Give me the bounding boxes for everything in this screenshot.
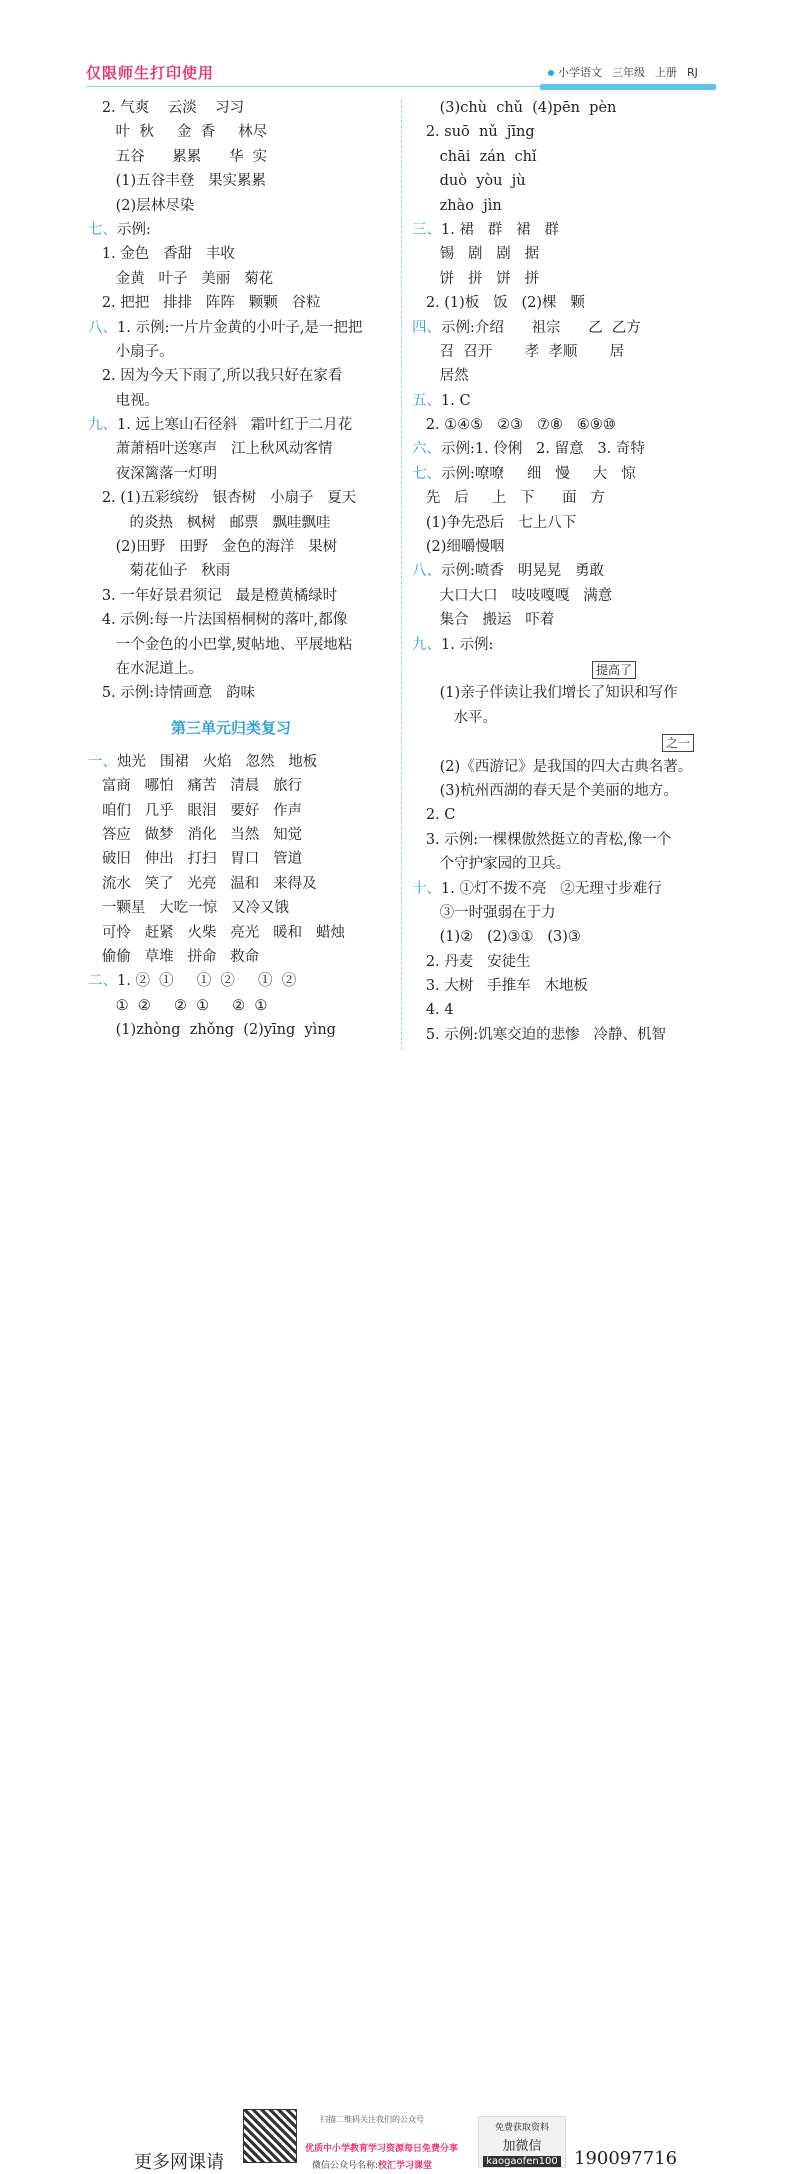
header-grade: 三年级 [612, 66, 645, 79]
footer-more-courses: 更多网课请 [134, 2152, 224, 2173]
left-line: 一颗星 大吃一惊 又冷又饿 [88, 900, 289, 917]
header-print-notice: 仅限师生打印使用 [86, 64, 215, 82]
header-edition: RJ [687, 66, 698, 79]
left-line: 答应 做梦 消化 当然 知觉 [88, 826, 303, 843]
right-line: zhào jìn [412, 197, 502, 214]
footer-box-id: kaogaofen100 [483, 2156, 561, 2167]
footer-box-mid: 加微信 [502, 2139, 542, 2154]
section-number: 二、 [88, 973, 117, 990]
right-line: 召 召开 孝 孝顺 居 [412, 343, 625, 360]
left-line: 萧萧梧叶送寒声 江上秋风动客情 [88, 441, 333, 458]
right-line: 饼 拼 饼 拼 [412, 270, 540, 287]
footer [0, 1052, 800, 2173]
correction-mark-row [412, 657, 722, 681]
left-line: 夜深篱落一灯明 [88, 465, 218, 482]
right-line: 3. 大树 手推车 木地板 [412, 978, 588, 995]
right-line: 居然 [412, 368, 469, 385]
right-line: 2. ①④⑤ ②③ ⑦⑧ ⑥⑨⑩ [412, 417, 616, 434]
left-line: 2. 因为今天下雨了,所以我只好在家看 [88, 368, 343, 385]
header-accent-bar [540, 84, 716, 90]
left-line: ① ② ② ① ② ① [88, 997, 268, 1014]
section-number: 一、 [88, 753, 117, 770]
left-line: 富商 哪怕 痛苦 清晨 旅行 [88, 778, 303, 795]
left-line: 一、烛光 围裙 火焰 忽然 地板 [88, 753, 318, 770]
right-line: (1)亲子伴读让我们增长了知识和写作 [412, 685, 678, 702]
footer-share-text: 优质中小学教育学习资源每日免费分享 [305, 2144, 459, 2154]
right-line: (3)杭州西湖的春天是个美丽的地方。 [412, 782, 678, 799]
right-line: (2)细嚼慢咽 [412, 539, 505, 556]
section-number: 九、 [88, 417, 117, 434]
right-line: (1)② (2)③① (3)③ [412, 929, 581, 946]
right-line: chāi zán chǐ [412, 148, 537, 165]
left-line: 七、示例: [88, 221, 151, 238]
left-line: 2. 把把 排排 阵阵 颗颗 谷粒 [88, 295, 321, 312]
right-line: 六、示例:1. 伶俐 2. 留意 3. 奇特 [412, 441, 645, 458]
footer-wechat [312, 2158, 432, 2171]
left-line: 流水 笑了 光亮 温和 来得及 [88, 875, 317, 892]
right-line: 大口大口 吱吱嘎嘎 满意 [412, 587, 613, 604]
section-number: 三、 [412, 221, 441, 238]
section-number: 四、 [412, 319, 441, 336]
right-line: (1)争先恐后 七上八下 [412, 514, 577, 531]
right-line: 锡 剧 剧 据 [412, 246, 540, 263]
left-line: 4. 示例:每一片法国梧桐树的落叶,都像 [88, 612, 348, 629]
header-book-info [548, 64, 698, 80]
footer-number: 190097716 [574, 2148, 678, 2169]
unit-review-title: 第三单元归类复习 [170, 718, 291, 737]
header-rule [86, 86, 540, 87]
right-line: 2. 丹麦 安徒生 [412, 953, 531, 970]
left-line: (2)田野 田野 金色的海洋 果树 [88, 539, 338, 556]
right-line: 2. C [412, 807, 456, 824]
left-line: 1. 金色 香甜 丰收 [88, 246, 235, 263]
right-line: 三、1. 裙 群 裙 群 [412, 221, 559, 238]
left-line: 小扇子。 [88, 343, 174, 360]
right-line: 2. (1)板 饭 (2)棵 颗 [412, 295, 585, 312]
left-line: 菊花仙子 秋雨 [88, 563, 231, 580]
left-line: (1)五谷丰登 果实累累 [88, 173, 267, 190]
section-number: 七、 [88, 221, 117, 238]
left-line: 金黄 叶子 美丽 菊花 [88, 270, 274, 287]
right-line: 4. 4 [412, 1002, 454, 1019]
left-line: 八、1. 示例:一片片金黄的小叶子,是一把把 [88, 319, 363, 336]
right-line: 四、示例:介绍 祖宗 乙 乙方 [412, 319, 641, 336]
section-number: 十、 [412, 880, 441, 897]
right-line: 5. 示例:饥寒交迫的悲惨 冷静、机智 [412, 1026, 666, 1043]
left-line: 在水泥道上。 [88, 660, 203, 677]
right-line: 水平。 [412, 709, 497, 726]
left-line: (2)层林尽染 [88, 197, 195, 214]
left-line: 九、1. 远上寒山石径斜 霜叶红于二月花 [88, 417, 353, 434]
left-line: 的炎热 枫树 邮票 飘哇飘哇 [88, 514, 331, 531]
right-line: 个守护家园的卫兵。 [412, 856, 571, 873]
left-line: 一个金色的小巴掌,熨帖地、平展地粘 [88, 636, 353, 653]
right-line: 五、1. C [412, 392, 471, 409]
section-number: 八、 [88, 319, 117, 336]
left-line: 可怜 赶紧 火柴 亮光 暖和 蜡烛 [88, 924, 345, 941]
section-number: 七、 [412, 465, 441, 482]
correction-mark-row [412, 730, 722, 754]
right-line: ③一时强弱在于力 [412, 904, 556, 921]
header-subject: 小学语文 [558, 66, 602, 79]
right-answer-column [412, 96, 722, 1047]
left-line: 叶 秋 金 香 林尽 [88, 124, 268, 141]
left-line: 五谷 累累 华 实 [88, 148, 268, 165]
right-line: 集合 搬运 吓着 [412, 612, 555, 629]
left-line: 破旧 伸出 打扫 胃口 管道 [88, 851, 303, 868]
right-line: 八、示例:喷香 明晃晃 勇敢 [412, 563, 605, 580]
section-number: 六、 [412, 441, 441, 458]
footer-wechat-label: 微信公众号名称: [312, 2161, 379, 2171]
correction-mark-mark1: 提高了 [592, 661, 636, 679]
column-divider [401, 100, 402, 1050]
left-line: 偷偷 草堆 拼命 救命 [88, 948, 260, 965]
left-line: 咱们 几乎 眼泪 要好 作声 [88, 802, 303, 819]
section-number: 九、 [412, 636, 441, 653]
left-line: 2. 气爽 云淡 习习 [88, 100, 245, 116]
right-line: 先 后 上 下 面 方 [412, 490, 606, 507]
left-line: 3. 一年好景君须记 最是橙黄橘绿时 [88, 587, 338, 604]
left-line: 5. 示例:诗情画意 韵味 [88, 685, 255, 702]
right-line: duò yòu jù [412, 173, 526, 190]
correction-mark-mark2: 之一 [662, 734, 694, 752]
left-line: 二、1. ② ① ① ② ① ② [88, 973, 297, 990]
section-number: 五、 [412, 392, 441, 409]
section-number: 八、 [412, 563, 441, 580]
qr-code-icon[interactable] [243, 2109, 297, 2163]
right-line: (3)chù chǔ (4)pēn pèn [412, 100, 617, 116]
footer-wechat-name: 校汇学习课堂 [378, 2161, 433, 2171]
left-line: 2. (1)五彩缤纷 银杏树 小扇子 夏天 [88, 490, 357, 507]
footer-box-top: 免费获取资料 [494, 2123, 549, 2133]
left-line: (1)zhòng zhǒng (2)yīng yìng [88, 1022, 336, 1039]
footer-scan-text: 扫描二维码关注我们的公众号 [320, 2115, 424, 2124]
header-volume: 上册 [655, 66, 677, 79]
right-line: 十、1. ①灯不拨不亮 ②无理寸步难行 [412, 880, 662, 897]
right-line: (2)《西游记》是我国的四大古典名著。 [412, 758, 693, 775]
left-line: 电视。 [88, 392, 160, 409]
right-line: 七、示例:嘹嘹 细 慢 大 惊 [412, 465, 636, 482]
right-line: 3. 示例:一棵棵傲然挺立的青松,像一个 [412, 831, 672, 848]
left-answer-column [88, 96, 394, 1042]
right-line: 2. suō nǔ jīng [412, 124, 535, 141]
bullet-dot-icon [548, 70, 554, 76]
footer-contact-box [478, 2116, 566, 2168]
right-line: 九、1. 示例: [412, 636, 494, 653]
